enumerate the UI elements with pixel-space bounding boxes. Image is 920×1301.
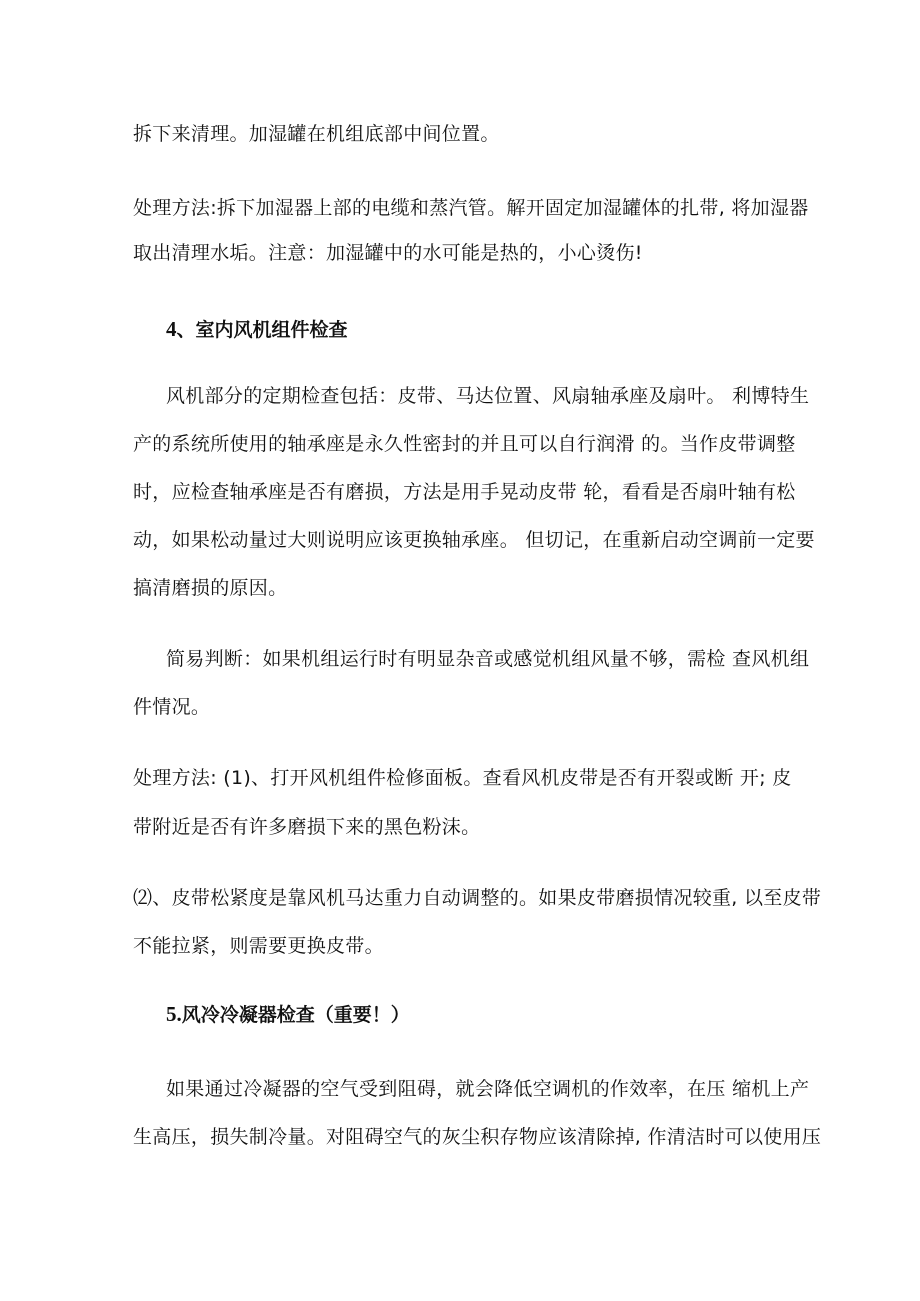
paragraph-line: 如果通过冷凝器的空气受到阻碍，就会降低空调机的作效率，在压 缩机上产 xyxy=(166,1078,810,1100)
paragraph-line: ⑵、皮带松紧度是靠风机马达重力自动调整的。如果皮带磨损情况较重, 以至皮带 xyxy=(133,887,822,909)
paragraph-line: 时，应检查轴承座是否有磨损，方法是用手晃动皮带 轮，看看是否扇叶轴有松 xyxy=(133,481,796,503)
paragraph-line: 生高压，损失制冷量。对阻碍空气的灰尘积存物应该清除掉, 作清洁时可以使用压 xyxy=(133,1126,822,1148)
paragraph-line: 动，如果松动量过大则说明应该更换轴承座。 但切记，在重新启动空调前一定要 xyxy=(133,529,815,551)
section-heading-5 xyxy=(166,1001,410,1028)
paragraph-line: 产的系统所使用的轴承座是永久性密封的并且可以自行润滑 的。当作皮带调整 xyxy=(133,433,796,455)
paragraph-line: 带附近是否有许多磨损下来的黑色粉沫。 xyxy=(133,816,481,838)
paragraph-line: 拆下来清理。加湿罐在机组底部中间位置。 xyxy=(133,123,500,145)
paragraph-line: 不能拉紧，则需要更换皮带。 xyxy=(133,935,384,957)
section-heading-4 xyxy=(166,316,348,343)
section-number: 5. xyxy=(166,1002,182,1026)
section-number: 4 xyxy=(166,317,177,341)
paragraph-line: 风机部分的定期检查包括：皮带、马达位置、风扇轴承座及扇叶。 利博特生 xyxy=(166,385,810,407)
section-title: 风冷冷凝器检查（重要！） xyxy=(181,1004,410,1026)
paragraph-line: 处理方法:拆下加湿器上部的电缆和蒸汽管。解开固定加湿罐体的扎带, 将加湿器 xyxy=(133,197,809,219)
paragraph-line: 件情况。 xyxy=(133,696,211,718)
paragraph-line: 取出清理水垢。注意：加湿罐中的水可能是热的，小心烫伤! xyxy=(133,242,643,264)
section-title: 、室内风机组件检查 xyxy=(176,319,348,341)
paragraph-line: 处理方法: (1)、打开风机组件检修面板。查看风机皮带是否有开裂或断 开; 皮 xyxy=(133,767,792,789)
paragraph-line: 搞清磨损的原因。 xyxy=(133,577,288,599)
paragraph-line: 简易判断：如果机组运行时有明显杂音或感觉机组风量不够，需检 查风机组 xyxy=(166,648,810,670)
